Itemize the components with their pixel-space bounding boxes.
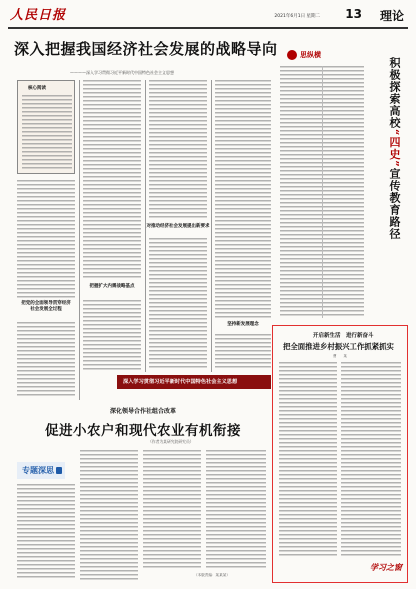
lead-text-col2b bbox=[83, 300, 141, 370]
column-separator bbox=[211, 80, 212, 372]
topic-tag bbox=[17, 462, 65, 479]
opinion-badge-icon bbox=[287, 50, 297, 60]
opinion-title-part3: 宣传教育路径 bbox=[388, 167, 401, 240]
opinion-title-part1: 积极探索高校 bbox=[388, 56, 401, 129]
lead-text-col1b bbox=[17, 322, 75, 398]
column-separator bbox=[79, 80, 80, 400]
section-heading-2: 把握扩大内需战略基点 bbox=[89, 284, 135, 289]
column-separator bbox=[322, 66, 323, 318]
lower-text-col4 bbox=[206, 450, 266, 570]
banner-text: 深入学习贯彻习近平新时代中国特色社会主义思想 bbox=[123, 379, 238, 385]
newspaper-logo: 人民日报 bbox=[10, 8, 67, 23]
section-heading-1: 把党的全面领导贯穿经济社会发展全过程 bbox=[21, 301, 71, 312]
theme-banner bbox=[117, 375, 271, 389]
topic-tag-label: 专题深思 bbox=[22, 466, 54, 475]
lower-author: （作者为某研究院研究员） bbox=[148, 439, 194, 444]
lead-subline: ————深入学习贯彻习近平新时代中国特色社会主义思想 bbox=[70, 70, 174, 75]
lead-text-col3a bbox=[149, 80, 207, 220]
editor-note: （本版责编：某某某） bbox=[194, 573, 230, 577]
page-section-name: 理论 bbox=[379, 9, 404, 23]
opinion-column-label bbox=[281, 48, 359, 62]
section-heading-4: 坚持新发展理念 bbox=[227, 322, 259, 327]
lead-text-col3b bbox=[149, 238, 207, 370]
opinion-vertical-title bbox=[371, 48, 401, 248]
opinion-title-part2: “四史” bbox=[388, 128, 401, 168]
lower-text-col3 bbox=[143, 450, 201, 570]
highlight-text-col2 bbox=[341, 362, 401, 558]
lead-text-col1a bbox=[17, 180, 75, 298]
dateline: 2021年6月1日 星期二 bbox=[274, 14, 320, 19]
lead-text-col4b bbox=[215, 334, 271, 370]
highlighted-article[interactable] bbox=[272, 325, 408, 583]
core-reading-text bbox=[22, 95, 72, 171]
lower-text-col1 bbox=[17, 484, 75, 580]
highlight-text-col1 bbox=[279, 362, 337, 558]
section-heading-3: 对推动经济社会发展提出新要求 bbox=[146, 224, 210, 229]
lead-text-col4a bbox=[215, 80, 271, 318]
highlight-title: 把全面推进乡村振兴工作抓紧抓实 bbox=[283, 342, 394, 351]
core-reading-box bbox=[17, 80, 75, 174]
tag-bookmark-icon bbox=[56, 467, 62, 474]
lead-headline: 深入把握我国经济社会发展的战略导向 bbox=[14, 40, 278, 58]
lower-kicker: 深化领导合作社组合改革 bbox=[110, 408, 177, 415]
masthead bbox=[8, 4, 408, 26]
lower-text-col2 bbox=[80, 450, 138, 580]
lower-headline: 促进小农户和现代农业有机衔接 bbox=[45, 423, 241, 439]
core-reading-label: 核心阅读 bbox=[28, 86, 46, 91]
masthead-rule bbox=[8, 27, 408, 29]
highlight-brand: 学习之窗 bbox=[370, 562, 402, 572]
page-number: 13 bbox=[345, 7, 362, 21]
highlight-kicker: 开启新生活 进行新奋斗 bbox=[313, 333, 374, 339]
lead-text-col2a bbox=[83, 80, 141, 280]
highlight-author: 曹 某 bbox=[333, 354, 347, 358]
opinion-label-text: 思纵横 bbox=[300, 51, 321, 59]
